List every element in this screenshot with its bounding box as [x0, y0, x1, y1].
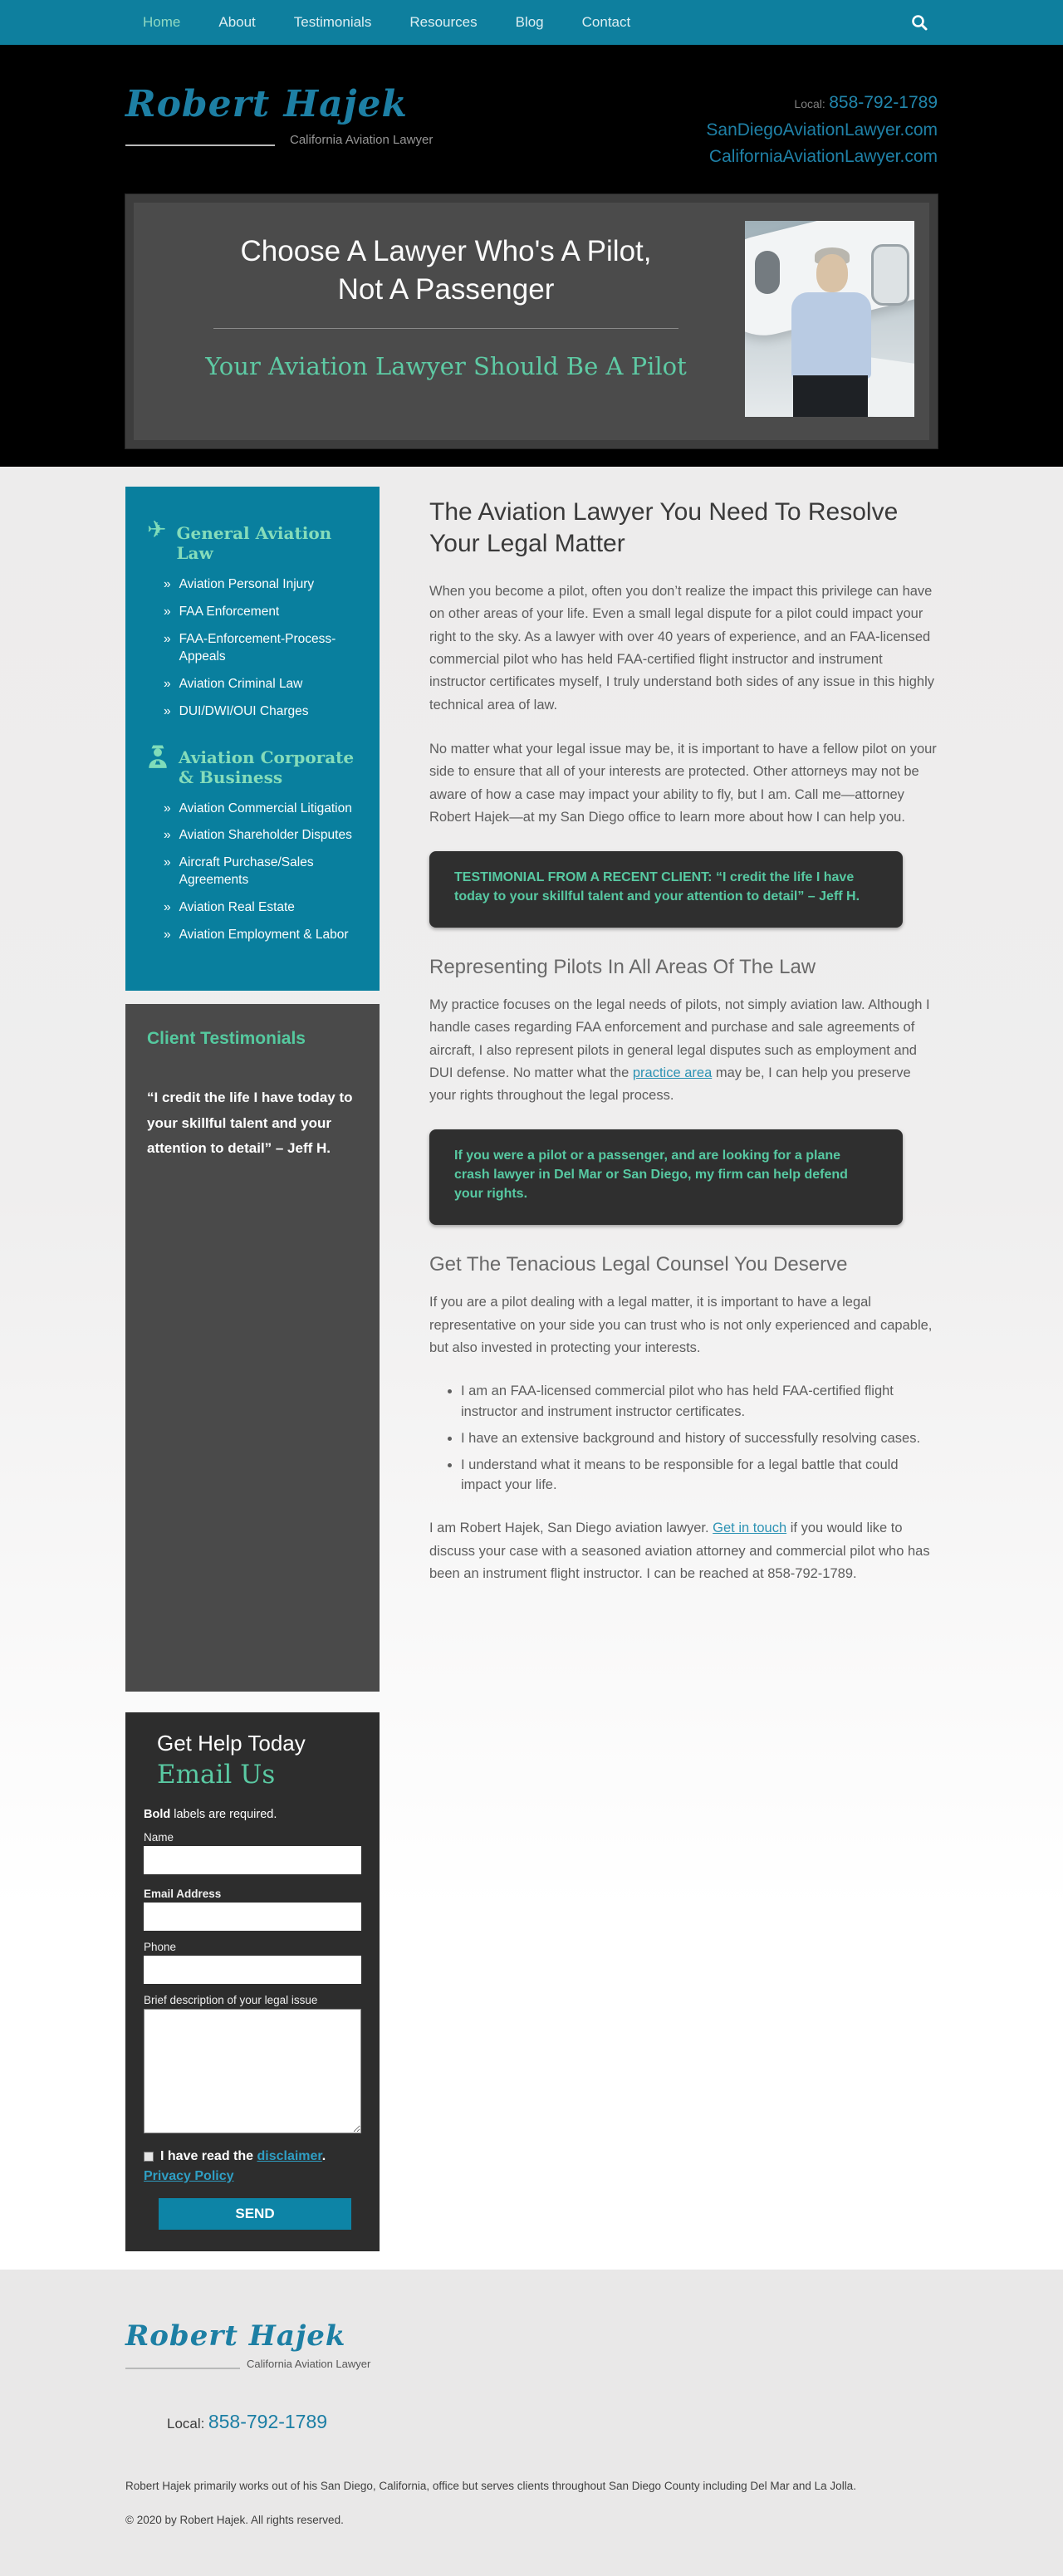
- person-head-shape: [816, 254, 848, 292]
- closing-paragraph-text: I am Robert Hajek, San Diego aviation lawyer.: [429, 1521, 713, 1536]
- chevron-right-icon: »: [164, 801, 171, 815]
- name-field[interactable]: [144, 1846, 361, 1874]
- sidebar-item-label: Aviation Personal Injury: [179, 577, 315, 591]
- logo-script-text: Robert Hajek: [125, 83, 408, 125]
- sidebar-item-aviation-employment-labor[interactable]: [144, 922, 361, 949]
- list-item: • I understand what it means to be responsible for a legal battle that could impact your life.: [461, 1455, 938, 1496]
- disclaimer-checkbox[interactable]: [144, 2152, 154, 2162]
- sidebar-item-label: Aircraft Purchase/Sales Agreements: [179, 855, 314, 888]
- left-sidebar: [125, 487, 380, 2251]
- sidebar-item-aviation-shareholder-disputes[interactable]: [144, 822, 361, 850]
- credentials-list: [429, 1381, 938, 1496]
- group-corporate-business-header: [147, 744, 361, 787]
- header-contact-block: [706, 83, 938, 194]
- group-title: Aviation Corporate & Business: [179, 747, 355, 787]
- name-label: Name: [144, 1831, 174, 1844]
- group-general-aviation-header: [147, 517, 361, 563]
- disclaimer-row: [144, 2147, 361, 2185]
- phone-field[interactable]: [144, 1956, 361, 1984]
- sidebar-item-label: Aviation Shareholder Disputes: [179, 828, 352, 843]
- disclaimer-period: .: [321, 2149, 326, 2164]
- hero-title-line1: Choose A Lawyer Who's A Pilot,: [240, 235, 652, 267]
- footer-copyright: © 2020 by Robert Hajek. All rights reserved.: [125, 2514, 344, 2527]
- airplane-icon: ✈: [147, 517, 167, 542]
- top-nav: [0, 0, 1063, 45]
- sidebar-item-label: Aviation Criminal Law: [179, 676, 303, 691]
- sidebar-item-aviation-real-estate[interactable]: [144, 894, 361, 922]
- hero-photo: [745, 221, 914, 417]
- airplane-window-shape: [755, 251, 780, 294]
- testimonial-callout: TESTIMONIAL FROM A RECENT CLIENT: “I credit the life I have today to your skillful talent and your attention to detail” – Jeff H.: [429, 851, 903, 928]
- site-footer: [0, 2270, 1063, 2576]
- sidebar-item-dui-dwi-oui-charges[interactable]: [144, 698, 361, 726]
- sidebar-item-aviation-personal-injury[interactable]: [144, 571, 361, 599]
- list-item: • I have an extensive background and history of successfully resolving cases.: [461, 1428, 938, 1449]
- sidebar-item-label: DUI/DWI/OUI Charges: [179, 703, 309, 718]
- chevron-right-icon: »: [164, 577, 171, 591]
- testimonials-title: Client Testimonials: [147, 1029, 306, 1049]
- section-title-representing-pilots: Representing Pilots In All Areas Of The Law: [429, 955, 816, 978]
- hero-banner: [125, 194, 938, 448]
- list-item: • I am an FAA-licensed commercial pilot who has held FAA-certified flight instructor and instrument instructor certificates.: [461, 1381, 938, 1423]
- phone-label: Phone: [144, 1941, 177, 1954]
- chevron-right-icon: »: [164, 928, 171, 943]
- form-required-note: [144, 1808, 361, 1821]
- sidebar-item-aviation-commercial-litigation[interactable]: [144, 796, 361, 823]
- sidebar-item-label: Aviation Employment & Labor: [179, 928, 349, 943]
- client-testimonials-box: [125, 1004, 380, 1692]
- note-rest: labels are required.: [170, 1808, 277, 1822]
- bold-word: Bold: [144, 1808, 171, 1822]
- main-article: [429, 487, 938, 1607]
- closing-paragraph-text: if you would like to discuss your case with a seasoned aviation attorney and commercial pilot who has been an instrument flight instructor. I can be reached at 858-792-1789.: [429, 1521, 930, 1581]
- description-label: Brief description of your legal issue: [144, 1994, 318, 2007]
- practice-areas-nav: [125, 487, 380, 991]
- hero-divider: [213, 328, 678, 329]
- sidebar-item-label: FAA-Enforcement-Process-Appeals: [179, 631, 336, 664]
- footer-contact: [167, 2411, 938, 2433]
- group-title: General Aviation Law: [176, 523, 332, 563]
- privacy-policy-link[interactable]: Privacy Policy: [144, 2168, 234, 2183]
- sidebar-item-label: Aviation Commercial Litigation: [179, 801, 352, 815]
- contact-form: [125, 1712, 380, 2251]
- plane-crash-callout: If you were a pilot or a passenger, and are looking for a plane crash lawyer in Del Mar or San Diego, my firm can help defend your rights.: [429, 1129, 903, 1226]
- testimonial-quote: “I credit the life I have today to your skillful talent and your attention to detail” – Jeff H.: [147, 1090, 353, 1157]
- chevron-right-icon: »: [164, 900, 171, 915]
- footer-logo-underline: [125, 2368, 240, 2369]
- chevron-right-icon: »: [164, 676, 171, 691]
- site-header: [0, 45, 1063, 467]
- footer-service-area-note: Robert Hajek primarily works out of his San Diego, California, office but serves clients throughout San Diego County including Del Mar and La Jolla.: [125, 2480, 856, 2493]
- hero-title: [155, 233, 737, 308]
- sidebar-item-label: FAA Enforcement: [179, 604, 280, 619]
- person-pants-shape: [793, 375, 868, 417]
- email-label: Email Address: [144, 1888, 222, 1901]
- fellow-pilot-paragraph: No matter what your legal issue may be, it is important to have a fellow pilot on your side to ensure that all of your interests are protected. Other attorneys may not be aware of how a case may impact your ability to fly, but I am. Call me—attorney Robert Hajek—at my San Diego office to learn more about how I can help you.: [429, 742, 937, 825]
- footer-logo[interactable]: [125, 2319, 483, 2378]
- disclaimer-link[interactable]: disclaimer: [257, 2149, 322, 2164]
- section-title-tenacious-counsel: Get The Tenacious Legal Counsel You Deserve: [429, 1253, 848, 1276]
- sandiego-site-link[interactable]: SanDiegoAviationLawyer.com: [706, 120, 938, 140]
- disclaimer-text: I have read the: [160, 2149, 257, 2164]
- nav-item-testimonials[interactable]: Testimonials: [293, 14, 372, 30]
- pilot-icon: [147, 744, 169, 773]
- nav-item-blog[interactable]: Blog: [515, 14, 544, 30]
- practice-paragraph: [429, 994, 938, 1108]
- chevron-right-icon: »: [164, 631, 171, 646]
- logo-underline: [125, 144, 275, 146]
- get-in-touch-link[interactable]: Get in touch: [713, 1521, 787, 1536]
- description-field[interactable]: [144, 2009, 361, 2133]
- form-subtitle: Email Us: [157, 1760, 276, 1790]
- legal-representative-paragraph: If you are a pilot dealing with a legal matter, it is important to have a legal representative on your side you can trust who is not only experienced and capable, but also invested in protecting your interests.: [429, 1295, 933, 1356]
- footer-logo-tagline: California Aviation Lawyer: [247, 2358, 371, 2371]
- chevron-right-icon: »: [164, 828, 171, 843]
- hero-subtitle: Your Aviation Lawyer Should Be A Pilot: [205, 352, 687, 380]
- footer-phone-link[interactable]: 858-792-1789: [208, 2411, 328, 2433]
- footer-local-label: Local:: [167, 2416, 205, 2432]
- nav-menu: [143, 14, 630, 31]
- practice-paragraph-text: My practice focuses on the legal needs of pilots, not simply aviation law. Although I handle cases regarding FAA enforcement and purchase and sale agreements of aircraft, I also represent pilots in general legal disputes such as employment and DUI defense. No matter what the: [429, 997, 930, 1081]
- sidebar-item-faa-enforcement[interactable]: [144, 599, 361, 626]
- chevron-right-icon: »: [164, 604, 171, 619]
- page-title: The Aviation Lawyer You Need To Resolve Your Legal Matter: [429, 498, 899, 558]
- search-icon[interactable]: [910, 13, 928, 32]
- sidebar-item-label: Aviation Real Estate: [179, 900, 295, 915]
- nav-item-about[interactable]: About: [218, 14, 256, 30]
- site-logo[interactable]: [125, 83, 483, 194]
- nav-item-resources[interactable]: Resources: [409, 14, 478, 30]
- local-label: Local:: [794, 97, 825, 110]
- california-site-link[interactable]: CaliforniaAviationLawyer.com: [708, 147, 938, 167]
- footer-logo-script-text: Robert Hajek: [125, 2319, 346, 2353]
- chevron-right-icon: »: [164, 703, 171, 718]
- airplane-engine-shape: [871, 244, 909, 306]
- sidebar-item-aircraft-purchase-sales-agreements[interactable]: [144, 850, 361, 894]
- send-button[interactable]: SEND: [159, 2198, 351, 2230]
- hero-title-line2: Not A Passenger: [337, 272, 555, 306]
- email-field[interactable]: [144, 1903, 361, 1931]
- content-section: [0, 467, 1063, 2270]
- person-shirt-shape: [791, 292, 871, 379]
- nav-item-home[interactable]: Home: [143, 14, 181, 30]
- header-phone-link[interactable]: 858-792-1789: [829, 93, 938, 112]
- logo-tagline: California Aviation Lawyer: [290, 133, 434, 147]
- sidebar-item-faa-enforcement-process-appeals[interactable]: [144, 626, 361, 671]
- intro-paragraph: When you become a pilot, often you don’t realize the impact this privilege can have on other areas of your life. Even a small legal dispute for a pilot could impact your right to the sky. As a lawyer with over 40 years of experience, and an FAA-licensed commercial pilot who has held FAA-certified flight instructor and instrument instructor certificates myself, I truly understand both sides of any issue in this highly technical area of law.: [429, 583, 935, 713]
- closing-paragraph: [429, 1517, 938, 1585]
- sidebar-item-aviation-criminal-law[interactable]: [144, 671, 361, 698]
- nav-item-contact[interactable]: Contact: [581, 14, 631, 30]
- form-title: Get Help Today: [157, 1731, 306, 1756]
- practice-area-link[interactable]: practice area: [632, 1065, 713, 1081]
- chevron-right-icon: »: [164, 855, 171, 870]
- practice-paragraph-text: may be, I can help you preserve your rights throughout the legal process.: [429, 1065, 911, 1104]
